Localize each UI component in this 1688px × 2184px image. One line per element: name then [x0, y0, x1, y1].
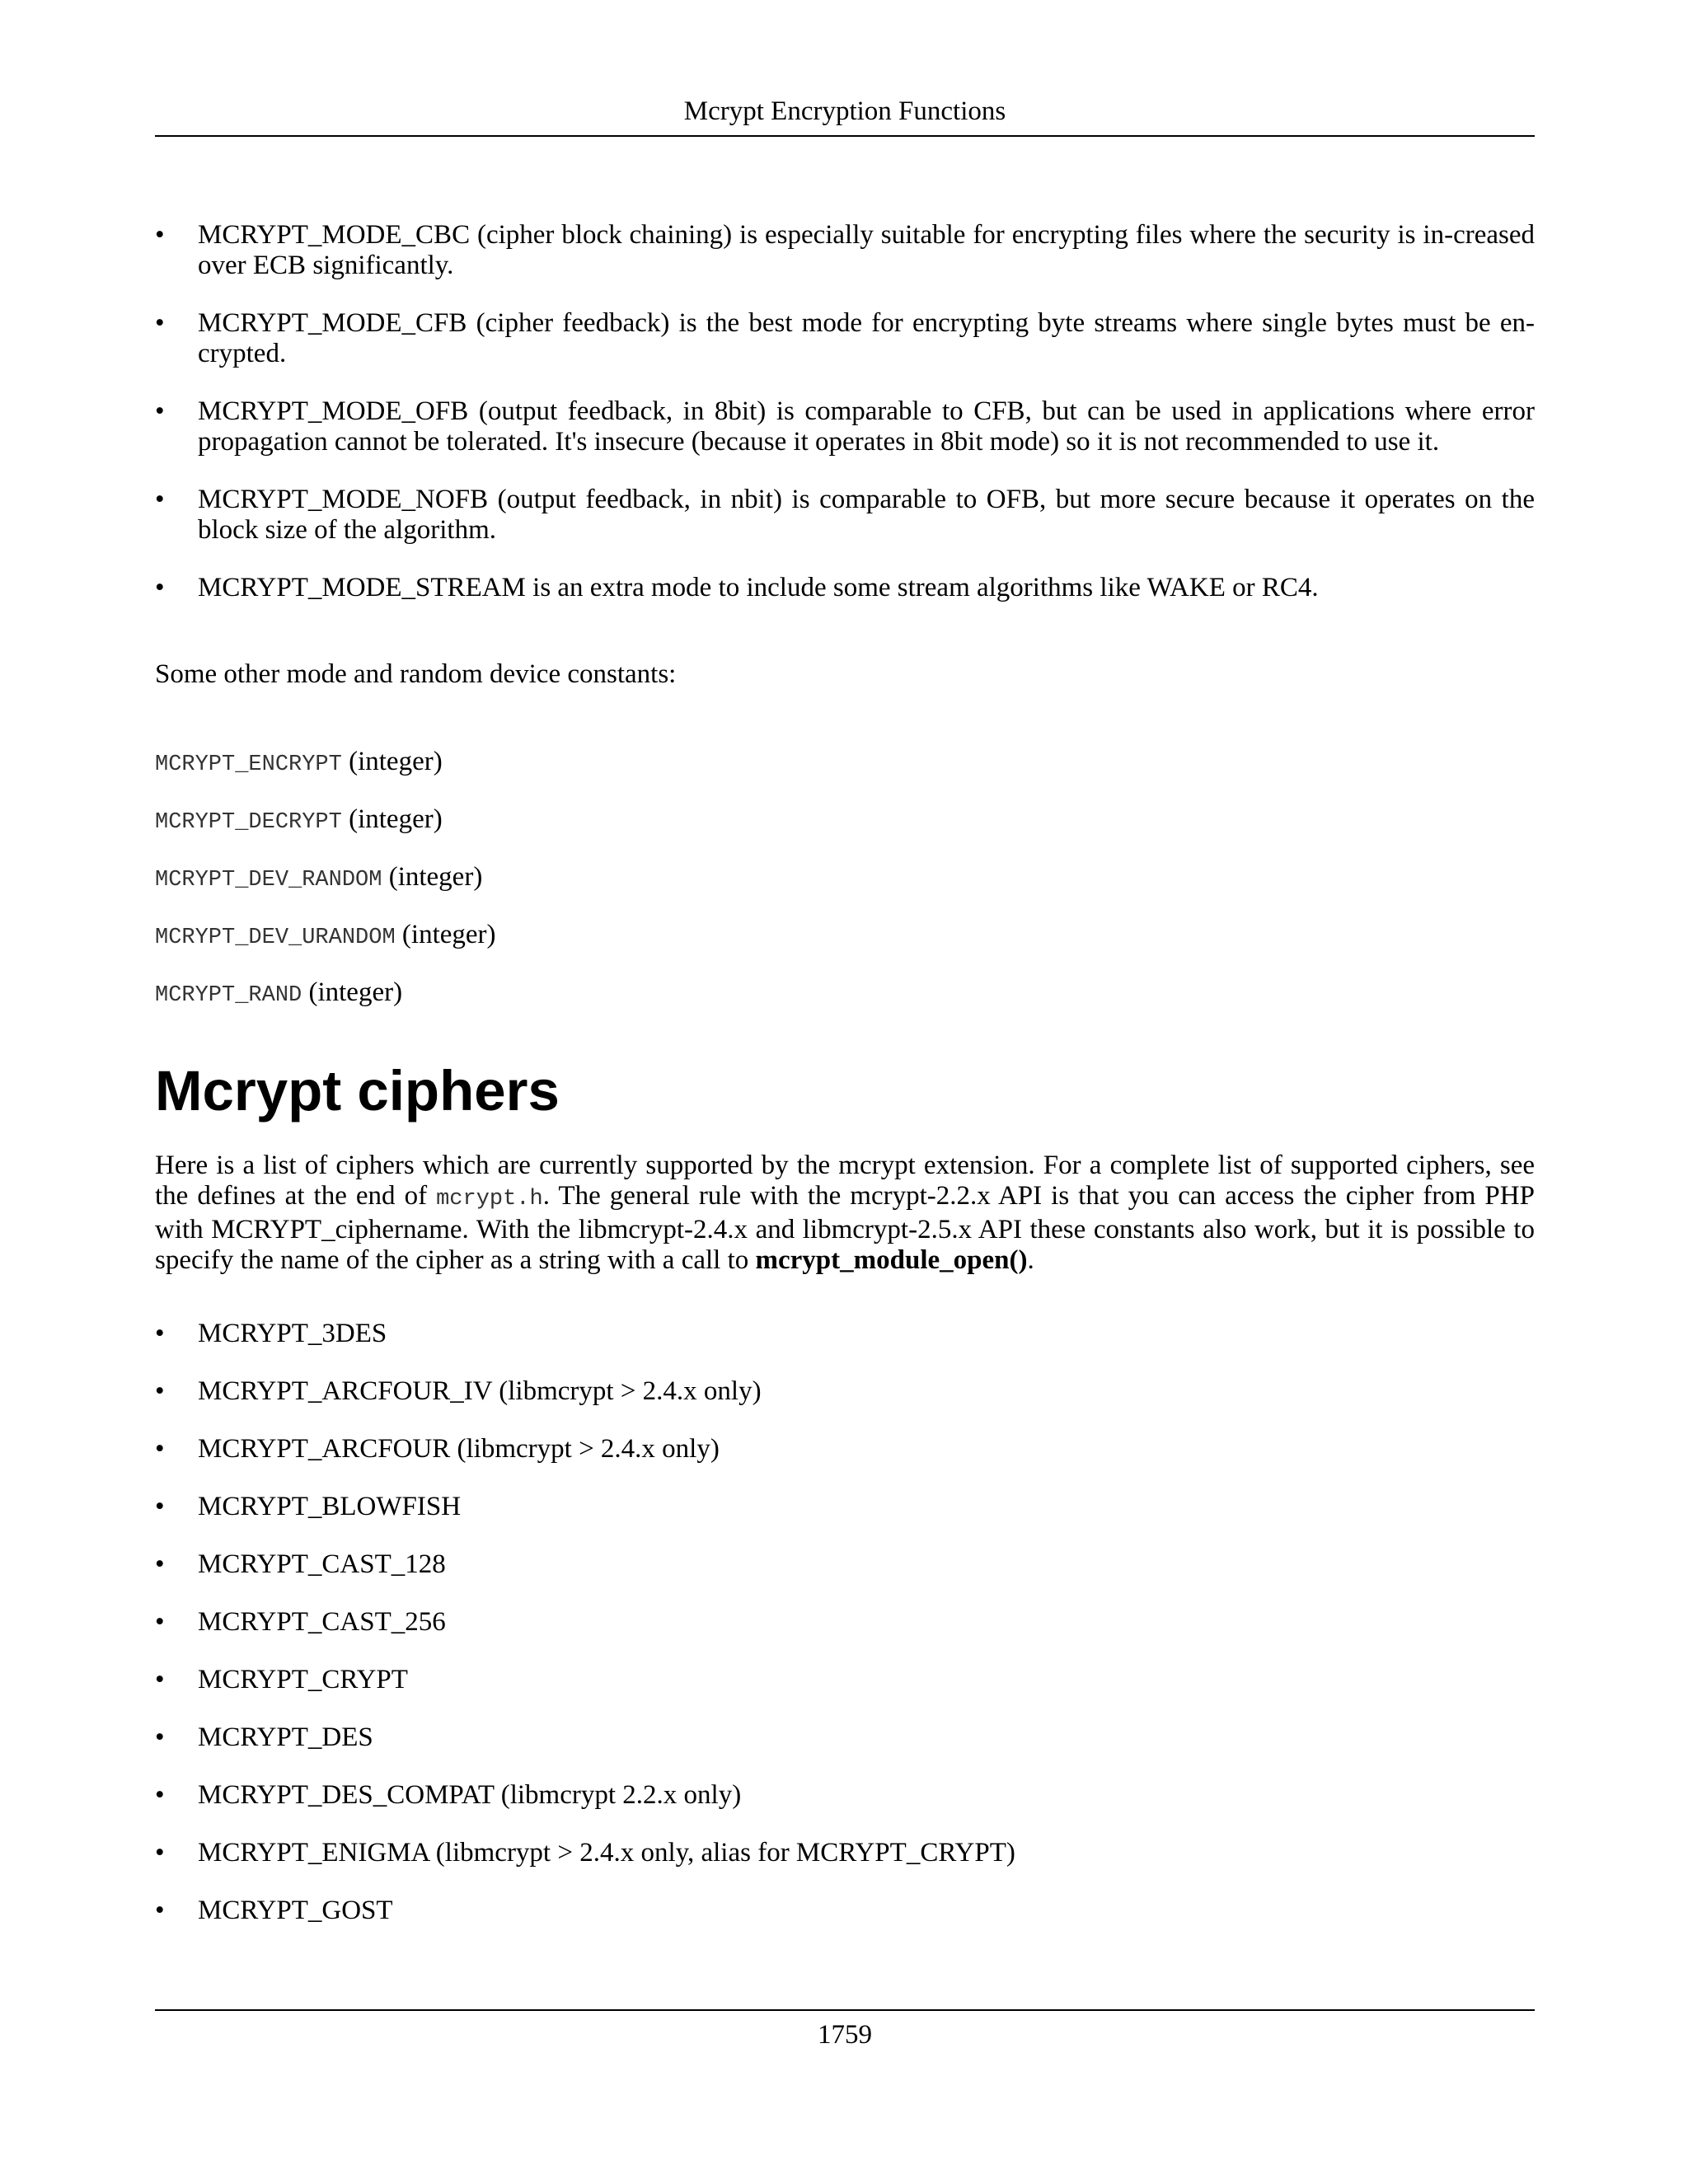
- ciphers-list: [155, 1319, 1535, 1953]
- page-number: 1759: [818, 2020, 872, 2050]
- list-item: [155, 1319, 1535, 1376]
- list-item-text: MCRYPT_MODE_CBC (cipher block chaining) is especially suitable for encrypting files where the security is in-creased over ECB significantly.: [198, 220, 1535, 280]
- list-item-text: MCRYPT_MODE_STREAM is an extra mode to include some stream algorithms like WAKE or RC4.: [198, 573, 1319, 602]
- cipher-name: MCRYPT_BLOWFISH: [198, 1492, 462, 1521]
- list-item: [155, 1722, 1535, 1780]
- list-item-text: MCRYPT_MODE_CFB (cipher feedback) is the best mode for encrypting byte streams where single bytes must be en-crypted.: [198, 308, 1535, 368]
- bullet: •: [155, 1780, 165, 1810]
- constant-type: (integer): [349, 747, 443, 776]
- constant-type: (integer): [388, 862, 483, 892]
- constant-entry: [155, 918, 496, 954]
- bullet: •: [155, 220, 165, 250]
- bullet: •: [155, 1665, 165, 1694]
- constant-entry: [155, 803, 443, 839]
- section-title: Mcrypt ciphers: [155, 1059, 560, 1122]
- cipher-name: MCRYPT_ENIGMA (libmcrypt > 2.4.x only, alias for MCRYPT_CRYPT): [198, 1838, 1015, 1868]
- ciphers-intro-paragraph: [155, 1151, 1535, 1276]
- list-item: [155, 1665, 1535, 1722]
- constant-type: (integer): [349, 804, 443, 834]
- list-item-text: MCRYPT_MODE_OFB (output feedback, in 8bit) is comparable to CFB, but can be used in applications where error propagation cannot be tolerated. It's insecure (because it operates in 8bit mode) so it is not recommended to use it.: [198, 396, 1535, 457]
- running-header: Mcrypt Encryption Functions: [683, 96, 1006, 126]
- list-item: [155, 220, 1535, 281]
- list-item-text: MCRYPT_MODE_NOFB (output feedback, in nbit) is comparable to OFB, but more secure because it operates on the block size of the algorithm.: [198, 485, 1535, 545]
- bullet: •: [155, 308, 165, 338]
- list-item: [155, 1434, 1535, 1492]
- bullet: •: [155, 1896, 165, 1925]
- bullet: •: [155, 1607, 165, 1637]
- cipher-modes-list: [155, 220, 1535, 630]
- cipher-name: MCRYPT_CRYPT: [198, 1665, 408, 1694]
- list-item: [155, 573, 1535, 603]
- header-file-code: mcrypt.h: [436, 1187, 543, 1212]
- list-item: [155, 485, 1535, 546]
- bullet: •: [155, 396, 165, 426]
- cipher-name: MCRYPT_CAST_256: [198, 1607, 446, 1637]
- list-item: [155, 1896, 1535, 1953]
- constant-type: (integer): [308, 977, 403, 1007]
- list-item: [155, 1549, 1535, 1607]
- bullet: •: [155, 573, 165, 602]
- bullet: •: [155, 485, 165, 514]
- constant-entry: [155, 745, 443, 781]
- intro-text: Here is a list of ciphers which are currently supported by the mcrypt extension. For a complete list of supported ciphers, see the defines at the end of: [155, 1151, 1535, 1211]
- intro-text: .: [1027, 1245, 1034, 1275]
- cipher-name: MCRYPT_CAST_128: [198, 1549, 446, 1579]
- list-item: [155, 1607, 1535, 1665]
- cipher-name: MCRYPT_DES_COMPAT (libmcrypt 2.2.x only): [198, 1780, 742, 1810]
- constant-name: MCRYPT_DEV_RANDOM: [155, 868, 382, 893]
- constant-name: MCRYPT_RAND: [155, 983, 302, 1008]
- cipher-name: MCRYPT_ARCFOUR (libmcrypt > 2.4.x only): [198, 1434, 720, 1464]
- constant-entry: [155, 860, 482, 897]
- cipher-name: MCRYPT_GOST: [198, 1896, 393, 1925]
- bullet: •: [155, 1549, 165, 1579]
- footer-rule: [155, 2009, 1535, 2011]
- intro-text: . The general rule with the mcrypt-2.2.x API is that you can access the cipher from PHP with MCRYPT_ciphername. With the libmcrypt-2.4.x and libmcrypt-2.5.x API these constants also work, but it is possible to specify the name of the cipher as a string with a call to: [155, 1181, 1535, 1275]
- list-item: [155, 1376, 1535, 1434]
- list-item: [155, 1780, 1535, 1838]
- list-item: [155, 396, 1535, 457]
- constant-name: MCRYPT_DEV_URANDOM: [155, 926, 396, 950]
- list-item: [155, 308, 1535, 369]
- constant-name: MCRYPT_DECRYPT: [155, 810, 342, 835]
- constant-name: MCRYPT_ENCRYPT: [155, 752, 342, 777]
- cipher-name: MCRYPT_ARCFOUR_IV (libmcrypt > 2.4.x only): [198, 1376, 762, 1406]
- header-rule: [155, 135, 1535, 137]
- bullet: •: [155, 1319, 165, 1348]
- constant-entry: [155, 976, 402, 1012]
- bullet: •: [155, 1722, 165, 1752]
- bullet: •: [155, 1376, 165, 1406]
- other-constants-intro: Some other mode and random device constants:: [155, 659, 677, 689]
- cipher-name: MCRYPT_3DES: [198, 1319, 387, 1348]
- bullet: •: [155, 1838, 165, 1868]
- cipher-name: MCRYPT_DES: [198, 1722, 373, 1752]
- function-reference: mcrypt_module_open(): [755, 1245, 1028, 1275]
- bullet: •: [155, 1434, 165, 1464]
- list-item: [155, 1838, 1535, 1896]
- bullet: •: [155, 1492, 165, 1521]
- constant-type: (integer): [401, 920, 496, 949]
- list-item: [155, 1492, 1535, 1549]
